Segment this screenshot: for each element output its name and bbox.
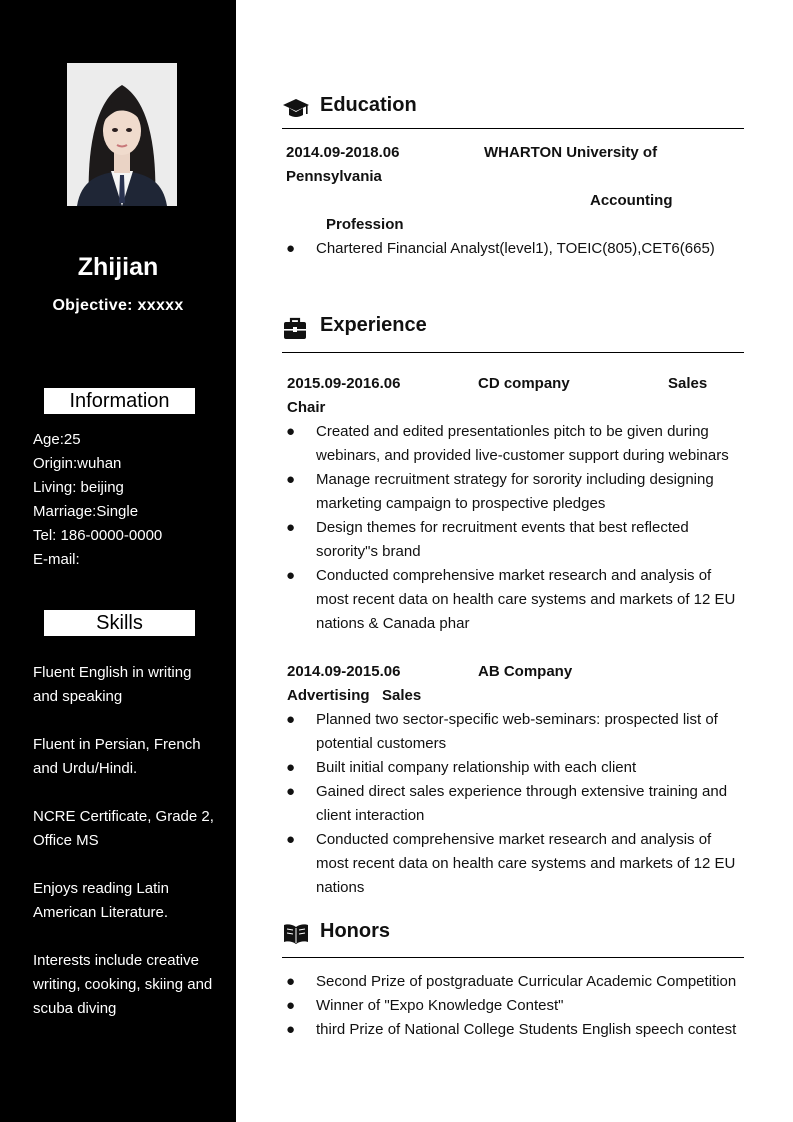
candidate-name: Zhijian	[77, 253, 159, 281]
honor-item: third Prize of National College Students English speech contest	[316, 1021, 737, 1038]
job-bullet: Manage recruitment strategy for sorority including designing marketing campaign to prospective pledges	[316, 471, 714, 512]
education-bullet: Chartered Financial Analyst(level1), TOEIC(805),CET6(665)	[316, 240, 715, 257]
briefcase-icon	[282, 316, 308, 340]
education-divider	[282, 128, 744, 129]
experience-title: Experience	[320, 314, 427, 336]
info-living: Living: beijing	[33, 479, 124, 496]
bullet-dot: ●	[286, 997, 296, 1014]
objective: Objective: xxxxx	[52, 297, 184, 314]
skill-item: NCRE Certificate, Grade 2, Office MS	[33, 808, 214, 849]
education-major: Accounting	[590, 192, 673, 209]
education-school: WHARTON University of	[484, 144, 658, 161]
honor-item: Winner of "Expo Knowledge Contest"	[316, 997, 564, 1014]
info-email: E-mail:	[33, 551, 80, 568]
bullet-dot: ●	[286, 1021, 296, 1038]
bullet-dot: ●	[286, 471, 296, 488]
bullet-dot: ●	[286, 240, 296, 257]
job-bullet: Created and edited presentationles pitch to be given during webinars, and provided live-customer support during webinars	[316, 423, 729, 464]
honors-divider	[282, 957, 744, 958]
job-date: 2014.09-2015.06	[287, 663, 401, 680]
job-bullet: Gained direct sales experience through extensive training and client interaction	[316, 783, 728, 824]
job-role: Sales	[668, 375, 708, 392]
skill-item: Fluent in Persian, French and Urdu/Hindi.	[33, 736, 201, 777]
honor-item: Second Prize of postgraduate Curricular Academic Competition	[316, 973, 737, 990]
skills-heading: Skills	[44, 610, 195, 636]
job-bullet: Planned two sector-specific web-seminars: prospected list of potential customers	[316, 711, 718, 752]
bullet-dot: ●	[286, 973, 296, 990]
bullet-dot: ●	[286, 831, 296, 848]
information-heading: Information	[44, 388, 195, 414]
job-bullet: Conducted comprehensive market research and analysis of most recent data on health care systems and markets of 12 EU nations	[316, 831, 736, 896]
experience-divider	[282, 352, 744, 353]
skill-item: Enjoys reading Latin American Literature.	[33, 880, 169, 921]
education-title: Education	[320, 94, 417, 116]
info-tel: Tel: 186-0000-0000	[33, 527, 163, 544]
education-school-cont: Pennsylvania	[286, 168, 382, 185]
job-date: 2015.09-2016.06	[287, 375, 401, 392]
bullet-dot: ●	[286, 519, 296, 536]
job-company: AB Company	[478, 663, 573, 680]
skill-item: Fluent English in writing and speaking	[33, 664, 192, 705]
skill-item: Interests include creative writing, cooking, skiing and scuba diving	[33, 952, 213, 1017]
bullet-dot: ●	[286, 567, 296, 584]
info-marriage: Marriage:Single	[33, 503, 139, 520]
bullet-dot: ●	[286, 759, 296, 776]
sidebar	[0, 0, 236, 1122]
job-bullet: Built initial company relationship with each client	[316, 759, 637, 776]
job-company: CD company	[478, 375, 570, 392]
information-list	[33, 428, 162, 572]
graduation-cap-icon	[282, 96, 308, 120]
education-date: 2014.09-2018.06	[286, 144, 400, 161]
job-bullet: Conducted comprehensive market research and analysis of most recent data on health care systems and markets of 12 EU nations & Canada phar	[316, 567, 736, 632]
experience-section-title	[282, 314, 744, 344]
education-major-label: Profession	[326, 216, 404, 233]
open-book-icon	[282, 922, 308, 946]
job-bullet: Design themes for recruitment events that best reflected sorority"s brand	[316, 519, 689, 560]
honors-title: Honors	[320, 920, 390, 942]
job-role: Advertising Sales	[287, 687, 422, 704]
profile-photo	[67, 63, 177, 206]
info-origin: Origin:wuhan	[33, 455, 122, 472]
bullet-dot: ●	[286, 783, 296, 800]
education-section-title	[282, 94, 744, 124]
job-role-cont: Chair	[287, 399, 326, 416]
bullet-dot: ●	[286, 711, 296, 728]
honors-section-title	[282, 920, 744, 950]
info-age: Age:25	[33, 431, 81, 448]
bullet-dot: ●	[286, 423, 296, 440]
